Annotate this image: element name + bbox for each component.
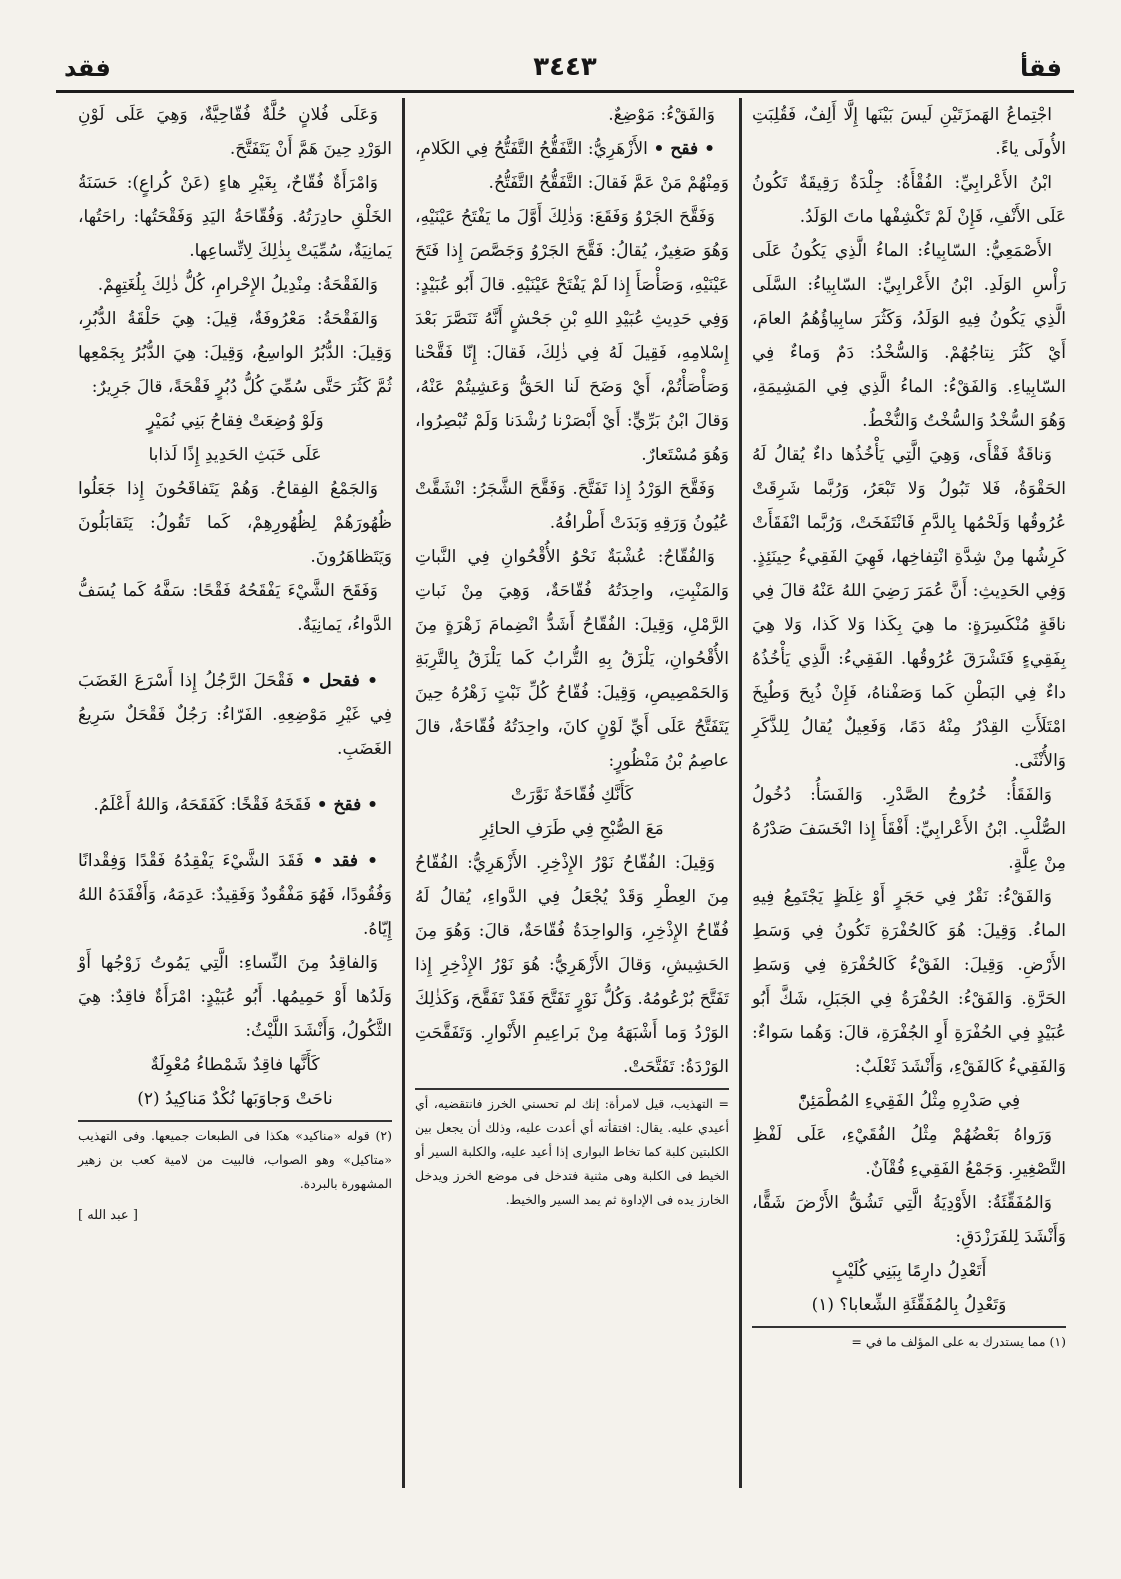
entry-headword: • فقخ • bbox=[316, 795, 378, 815]
column-divider bbox=[739, 98, 742, 1488]
running-head-left-word: فقد bbox=[64, 54, 111, 82]
column-middle bbox=[407, 98, 737, 1488]
text-paragraph: وَناقَةٌ فَقْأَى، وَهِيَ الَّتِي يَأْخُذُها داءٌ يُقالُ لَهُ الحَقْوَةُ، فَلا تَبُولُ وَلا تَبْعَرُ، وَرُبَّما شَرِقَتْ عُرُوقُها وَلَحْمُها بِالدَّمِ فَانْتَفَخَتْ، وَرُبَّما انْفَقَأَتْ كَرِشُها مِنْ شِدَّةِ انْتِفاخِها، فَهِيَ الفَقِيءُ حِينَئِذٍ. وَفِي الحَدِيثِ: أَنَّ عُمَرَ رَضِيَ اللهُ عَنْهُ قالَ فِي ناقَةٍ مُنْكَسِرَةٍ: ما هِيَ بِكَذا وَلا كَذا، وَلا هِيَ بِفَقِيءٍ فَتَشْرَقَ عُرُوقُها. الفَقِيءُ: الَّذِي يَأْخُذُهُ داءٌ فِي البَطْنِ كَما وَصَفْناهُ، فَإِنْ ذُبِحَ وَطُبِخَ امْتَلَأَتِ القِدْرُ مِنْهُ دَمًا، وَفَعِيلٌ يُقالُ لِلذَّكَرِ وَالأُنْثَى. bbox=[752, 445, 1066, 771]
text-paragraph: وَالفَقَأُ: خُرُوجُ الصَّدْرِ. وَالفَسَأُ: دُخُولُ الصُّلْبِ. ابْنُ الأَعْرابِيِّ: أَفْقَأَ إِذا انْخَسَفَ صَدْرُهُ مِنْ عِلَّةٍ. bbox=[752, 785, 1066, 873]
verse-line: ناحَتْ وَجاوَبَها نُكْدٌ مَناكِيدُ (٢) bbox=[137, 1089, 333, 1109]
verse-line: كَأَنَّها فاقِدٌ شَمْطاءُ مُعْوِلَةٌ bbox=[150, 1055, 320, 1075]
entry-paragraph bbox=[78, 664, 392, 766]
text-paragraph: وَالفَقْءُ: مَوْضِعٌ. bbox=[608, 105, 715, 125]
text-paragraph: وَالفَقْءُ: نَقْرٌ فِي حَجَرٍ أَوْ غِلَظٍ يَجْتَمِعُ فِيهِ الماءُ. وَقِيلَ: هُوَ كَالحُفْرَةِ تَكُونُ فِي وَسَطِ الأَرْضِ. وَقِيلَ: الفَقْءُ كَالحُفْرَةِ فِي وَسَطِ الحَرَّةِ. وَالفَقْءُ: الحُفْرَةُ فِي الجَبَلِ، شَكَّ أَبُو عُبَيْدٍ فِي الحُفْرَةِ أَوِ الجُفْرَةِ، قالَ: وَهُما سَواءٌ: وَالفَقِيءُ كَالفَقْءِ، وَأَنْشَدَ ثَعْلَبٌ: bbox=[752, 887, 1066, 1077]
text-paragraph: وَالفُقّاحُ: عُشْبَةٌ نَحْوُ الأُقْحُوانِ فِي النَّباتِ وَالمَنْبِتِ، واحِدَتُهُ فُقّاحَةٌ، وَهِيَ مِنْ نَباتِ الرَّمْلِ، وَقِيلَ: الفُقّاحُ أَشَدُّ انْضِمامَ زَهْرَةٍ مِنَ الأُقْحُوانِ، يَلْزَقُ بِهِ التُّرابُ كَما يَلْزَقُ بِالتَّرِبَةِ وَالحَمْصِيصِ، وَقِيلَ: فُقّاحُ كُلِّ نَبْتٍ زَهْرُهُ حِينَ يَتَفَتَّحُ عَلَى أَيِّ لَوْنٍ كانَ، واحِدَتُهُ فُقّاحَةٌ، قالَ عاصِمُ بْنُ مَنْظُورٍ: bbox=[415, 547, 729, 771]
text-paragraph: وَالفاقِدُ مِنَ النِّساءِ: الَّتِي يَمُوتُ زَوْجُها أَوْ وَلَدُها أَوْ حَمِيمُها. أَبُو عُبَيْدٍ: امْرَأَةٌ فاقِدٌ: هِيَ الثَّكُولُ، وَأَنْشَدَ اللَّيْثُ: bbox=[78, 953, 392, 1041]
text-paragraph: ابْنُ الأَعْرابِيِّ: الفُقْأَةُ: جِلْدَةٌ رَقِيقَةٌ تَكُونُ عَلَى الأَنْفِ، فَإِنْ لَمْ تَكْشِفْها ماتَ الوَلَدُ. bbox=[752, 173, 1066, 227]
verse-line: أَتَعْدِلُ دارِمًا بِبَنِي كُلَيْبٍ bbox=[831, 1261, 987, 1281]
column-divider bbox=[402, 98, 405, 1488]
entry-text: فَقَخَهُ فَقْخًا: كَفَقَحَهُ، وَاللهُ أَعْلَمُ. bbox=[93, 795, 312, 815]
header-rule bbox=[56, 90, 1074, 93]
verse-line: مَعَ الصُّبْحِ فِي طَرَفِ الحائِرِ bbox=[480, 819, 664, 839]
entry-paragraph bbox=[78, 788, 392, 822]
text-paragraph: وَفَقَّحَ الجَرْوُ وَفَقَعَ: وَذٰلِكَ أَوَّلَ ما يَفْتَحُ عَيْنَيْهِ، وَهُوَ صَغِيرٌ، يُقالُ: فَقَّحَ الجَرْوُ وَجَصَّصَ إِذا فَتَحَ عَيْنَيْهِ، وَصَأْصَأَ إِذا لَمْ يَفْتَحْ عَيْنَيْهِ. قالَ أَبُو عُبَيْدٍ: وَفِي حَدِيثِ عُبَيْدِ اللهِ بْنِ جَحْشٍ أَنَّهُ تَنَصَّرَ بَعْدَ إِسْلامِهِ، فَقِيلَ لَهُ فِي ذٰلِكَ، فَقالَ: إِنّا فَقَّحْنا وَصَأْصَأْتُمْ، أَيْ وَضَحَ لَنا الحَقُّ وَعَشِيتُمْ عَنْهُ، وَقالَ ابْنُ بَرِّيٍّ: أَيْ أَبْصَرْنا رُشْدَنا وَلَمْ تُبْصِرُوا، وَهُوَ مُسْتَعارٌ. bbox=[415, 207, 729, 465]
verse-line: كَأَنَّكِ فُقّاحَةٌ نَوَّرَتْ bbox=[510, 785, 634, 805]
running-head bbox=[60, 52, 1070, 88]
footnote: (١) مما يستدرك به على المؤلف ما في = bbox=[851, 1334, 1066, 1349]
entry-paragraph bbox=[78, 844, 392, 946]
entry-headword: • فقد • bbox=[312, 851, 379, 871]
page-number: ٣٤٤٣ bbox=[533, 52, 597, 82]
entry-headword: • فقح • bbox=[653, 139, 715, 159]
entry-text: الأَزْهَرِيُّ: التَّفَقُّحُ التَّفَتُّحُ فِي الكَلامِ، وَمِنْهُمْ مَنْ عَمَّ فَقالَ: التَّفَقُّحُ التَّفَتُّحُ. bbox=[415, 139, 729, 193]
footnote: (٢) قوله «مناكيد» هكذا فى الطبعات جميعها. وفى التهذيب «متاكيل» وهو الصواب، فالبيت من لامية كعب بن زهير المشهورة بالبردة. bbox=[78, 1128, 392, 1191]
column-left bbox=[70, 98, 400, 1488]
text-paragraph: وَالجَمْعُ الفِقاحُ. وَهُمْ يَتَفاقَحُونَ إِذا جَعَلُوا ظُهُورَهُمْ لِظُهُورِهِمْ، كَما تَقُولُ: يَتَقابَلُونَ وَيَتَظاهَرُونَ. bbox=[78, 479, 392, 567]
text-paragraph: وَفَقَّحَ الوَرْدُ إِذا تَفَتَّحَ. وَفَقَّحَ الشَّجَرُ: انْشَقَّتْ عُيُونُ وَرَقِهِ وَبَدَتْ أَطْرافُهُ. bbox=[415, 479, 729, 533]
text-paragraph: وَفَقَحَ الشَّيْءَ يَفْقَحُهُ فَقْحًا: سَفَّهُ كَما يُسَفُّ الدَّواءُ، يَمانِيَةٌ. bbox=[78, 581, 392, 635]
editor-signature: [ عبد الله ] bbox=[78, 1208, 138, 1223]
footnote-rule bbox=[78, 1120, 392, 1122]
text-paragraph: وَالمُفَقِّئَةُ: الأَوْدِيَةُ الَّتِي تَشُقُّ الأَرْضَ شَقًّا، وَأَنْشَدَ لِلفَرَزْدَقِ: bbox=[752, 1193, 1066, 1247]
entry-text: فَقْحَلَ الرَّجُلُ إِذا أَسْرَعَ الغَضَبَ فِي غَيْرِ مَوْضِعِهِ. الفَرّاءُ: رَجُلٌ فَقْحَلٌ سَرِيعُ الغَضَبِ. bbox=[78, 671, 392, 759]
text-paragraph: اجْتِماعُ الهَمزَتَيْنِ لَيسَ بَيْنَها إِلَّا أَلِفٌ، فَقُلِبَتِ الأُولَى ياءً. bbox=[752, 105, 1066, 159]
footnote-rule bbox=[752, 1326, 1066, 1328]
entry-headword: • فقحل • bbox=[300, 671, 378, 691]
text-paragraph: الأَصْمَعِيُّ: السّابِياءُ: الماءُ الَّذِي يَكُونُ عَلَى رَأْسِ الوَلَدِ. ابْنُ الأَعْرابِيِّ: السّابِياءُ: السَّلَى الَّذِي يَكُونُ فِيهِ الوَلَدُ، وَكَثُرَ سابِياؤُهُمُ العامَ، أَيْ كَثُرَ نِتاجُهُمْ. وَالسُّخْدُ: دَمٌ وَماءٌ فِي السّابِياءِ. وَالفَقْءُ: الماءُ الَّذِي فِي المَشِيمَةِ، وَهُوَ السُّخْدُ وَالسُّخْتُ وَالنُّخْطُ. bbox=[752, 241, 1066, 431]
running-head-right-word: فقأ bbox=[1020, 54, 1062, 82]
text-paragraph: وَالفَقْحَةُ: مَعْرُوفَةٌ، قِيلَ: هِيَ حَلْقَةُ الدُّبُرِ، وَقِيلَ: الدُّبُرُ الواسِعُ، وَقِيلَ: هِيَ الدُّبُرُ بِجَمْعِها ثُمَّ كَثُرَ حَتَّى سُمِّيَ كُلُّ دُبُرٍ فَقْحَةً، قالَ جَرِيرٌ: bbox=[78, 309, 392, 397]
column-right bbox=[744, 98, 1074, 1488]
text-paragraph: وَعَلَى فُلانٍ حُلَّةٌ فُقّاحِيَّةٌ، وَهِيَ عَلَى لَوْنِ الوَرْدِ حِينَ هَمَّ أَنْ يَتَفَتَّحَ. bbox=[78, 105, 392, 159]
verse-line: عَلَى خَبَثِ الحَدِيدِ إِذًا لَذابا bbox=[148, 445, 322, 465]
text-paragraph: وَرَواهُ بَعْضُهُمْ مِثْلُ الفُقَيْءِ، عَلَى لَفْظِ التَّصْغِيرِ. وَجَمْعُ الفَقِيءِ فُقْآنٌ. bbox=[752, 1125, 1066, 1179]
text-paragraph: وَقِيلَ: الفُقّاحُ نَوْرُ الإِذْخِرِ. الأَزْهَرِيُّ: الفُقّاحُ مِنَ العِطْرِ وَقَدْ يُجْعَلُ فِي الدَّواءِ، يُقالُ لَهُ فُقّاحُ الإِذْخِرِ، وَالواحِدَةُ فُقّاحَةٌ، قالَ: وَهُوَ مِنَ الحَشِيشِ، وَقالَ الأَزْهَرِيُّ: هُوَ نَوْرُ الإِذْخِرِ إِذا تَفَتَّحَ بُرْعُومُهُ. وَكُلُّ نَوْرٍ تَفَتَّحَ فَقَدْ تَفَقَّحَ، وَكَذٰلِكَ الوَرْدُ وَما أَشْبَهَهُ مِنْ بَراعِيمِ الأَنْوارِ. وَتَفَقَّحَتِ الوَرْدَةُ: تَفَتَّحَتْ. bbox=[415, 853, 729, 1077]
entry-text: فَقَدَ الشَّيْءَ يَفْقِدُهُ فَقْدًا وَفِقْدانًا وَفُقُودًا، فَهُوَ مَفْقُودٌ وَفَقِيدٌ: عَدِمَهُ، وَأَفْقَدَهُ اللهُ إِيّاهُ. bbox=[78, 851, 392, 939]
verse-line: وَلَوْ وُضِعَتْ فِقاحُ بَنِي نُمَيْرٍ bbox=[146, 411, 324, 431]
verse-line: وَتَعْدِلُ بِالمُفَقِّئَةِ الشِّعابا؟ (١) bbox=[811, 1295, 1007, 1315]
text-columns bbox=[56, 98, 1074, 1488]
text-paragraph: وَالفَقْحَةُ: مِنْدِيلُ الإِحْرامِ، كُلُّ ذٰلِكَ بِلُغَتِهِمْ. bbox=[97, 275, 378, 295]
footnote: = التهذيب، قيل لامرأة: إنك لم تحسني الخرز فانتقضيه، أي أعيدي عليه. يقال: افتقأته أي أعدت عليه، وذلك أن يجعل بين الكلبتين كلبة كما تخاط البوارى إذا أعيد عليه، والكلبة السير أو الخيط فى الكلبة وهى مثنية فتدخل فى موضع الخرز ويدخل الخارز يده فى الإداوة ثم يمد السير والخيط. bbox=[415, 1096, 729, 1207]
entry-paragraph bbox=[415, 132, 729, 200]
verse-line: فِي صَدْرِهِ مِثْلُ الفَقِيءِ المُطْمَئِنّْ bbox=[797, 1091, 1021, 1111]
footnote-rule bbox=[415, 1088, 729, 1090]
text-paragraph: وَامْرَأَةٌ فُقّاحٌ، بِغَيْرِ هاءٍ (عَنْ كُراعٍ): حَسَنَةُ الخَلْقِ حادِرَتُهُ. وَفُقّاحَةُ اليَدِ وَفَقْحَتُها: راحَتُها، يَمانِيَةٌ، سُمِّيَتْ بِذٰلِكَ لِاتِّساعِها. bbox=[78, 173, 392, 261]
